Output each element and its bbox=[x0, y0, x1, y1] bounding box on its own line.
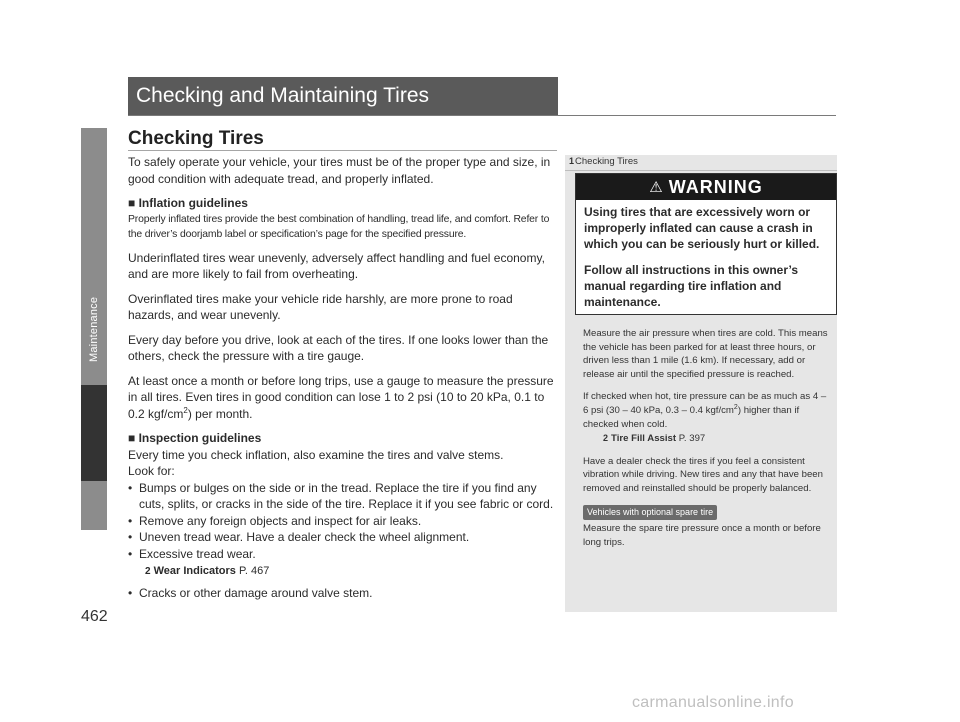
spare-tire-badge: Vehicles with optional spare tire bbox=[583, 505, 717, 521]
warning-text-1: Using tires that are excessively worn or improperly inflated can cause a crash in which you can be seriously hurt or killed. bbox=[584, 205, 820, 251]
cold-pressure-note: Measure the air pressure when tires are cold. This means the vehicle has been parked for at least three hours, or driven less than 1 mile (1.6 km). If necessary, add or release air until the specified pressure is reached. bbox=[583, 328, 828, 380]
reference-arrow-icon: 2 bbox=[603, 433, 609, 444]
warning-header bbox=[576, 174, 836, 200]
sidebar-notes bbox=[583, 327, 828, 558]
wear-indicators-link[interactable]: 2 Wear Indicators P. 467 bbox=[145, 565, 270, 577]
inspection-heading: ■ Inspection guidelines bbox=[128, 431, 262, 445]
side-tab-label: Maintenance bbox=[88, 296, 100, 362]
tire-fill-assist-link[interactable]: 2 Tire Fill Assist P. 397 bbox=[603, 433, 706, 445]
list-item: • Bumps or bulges on the side or in the tread. Replace the tire if you find any cuts, splits, or cracks in the side of the tire. Replace it if you see fabric or cord. bbox=[128, 480, 554, 511]
list-item: • Excessive tread wear. bbox=[128, 546, 256, 561]
warning-text-2: Follow all instructions in this owner’s manual regarding tire inflation and maintenance. bbox=[584, 263, 799, 309]
watermark: carmanualsonline.info bbox=[632, 694, 794, 711]
overinflated-paragraph: Overinflated tires make your vehicle ride harshly, are more prone to road hazards, and wear unevenly. bbox=[128, 291, 513, 322]
inflation-note: Properly inflated tires provide the best combination of handling, tread life, and comfort. Refer to the driver’s doorjamb label or specification’s page for the specified pressure. bbox=[128, 213, 550, 240]
spare-tire-note: Measure the spare tire pressure once a month or before long trips. bbox=[583, 523, 821, 548]
hot-pressure-note: If checked when hot, tire pressure can be as much as 4 – 6 psi (30 – 40 kPa, 0.3 – 0.4 kgf/$cm^2$) higher than if checked when cold. bbox=[583, 391, 827, 430]
title-divider bbox=[128, 150, 557, 151]
list-item: • Cracks or other damage around valve stem. bbox=[128, 585, 373, 600]
reference-arrow-icon: 2 bbox=[145, 566, 151, 577]
page-number: 462 bbox=[81, 608, 108, 625]
vibration-note: Have a dealer check the tires if you feel a consistent vibration while driving. New tires and any that have been removed and reinstalled should be properly balanced. bbox=[583, 455, 823, 494]
warning-triangle-icon: ⚠ bbox=[649, 179, 664, 196]
warning-label: WARNING bbox=[668, 176, 763, 197]
intro-paragraph: To safely operate your vehicle, your tires must be of the proper type and size, in good condition with adequate tread, and properly inflated. bbox=[128, 155, 551, 186]
inflation-heading: ■ Inflation guidelines bbox=[128, 196, 248, 210]
daily-check-paragraph: Every day before you drive, look at each of the tires. If one looks lower than the others, check the pressure with a tire gauge. bbox=[128, 332, 549, 363]
inspection-intro: Every time you check inflation, also examine the tires and valve stems. bbox=[128, 447, 504, 462]
chapter-banner: Checking and Maintaining Tires bbox=[128, 77, 558, 115]
main-column bbox=[128, 154, 560, 601]
list-item: • Remove any foreign objects and inspect for air leaks. bbox=[128, 513, 422, 528]
underinflated-paragraph: Underinflated tires wear unevenly, adversely affect handling and fuel economy, and are more likely to fail from overheating. bbox=[128, 250, 545, 281]
section-title: Checking Tires bbox=[128, 128, 264, 149]
look-for-label: Look for: bbox=[128, 464, 175, 478]
warning-box bbox=[575, 173, 837, 315]
note-number-icon: 1 bbox=[569, 156, 575, 166]
sidebar-heading: 1Checking Tires bbox=[565, 156, 837, 171]
banner-divider bbox=[128, 115, 836, 116]
list-item: • Uneven tread wear. Have a dealer check the wheel alignment. bbox=[128, 530, 470, 544]
side-tab-marker bbox=[81, 385, 107, 481]
monthly-check-paragraph: At least once a month or before long trips, use a gauge to measure the pressure in all tires. Even tires in good condition can lose 1 to 2 psi (10 to 20 kPa, 0.1 to 0.2 kgf/$cm^2$) per month. bbox=[128, 373, 554, 421]
